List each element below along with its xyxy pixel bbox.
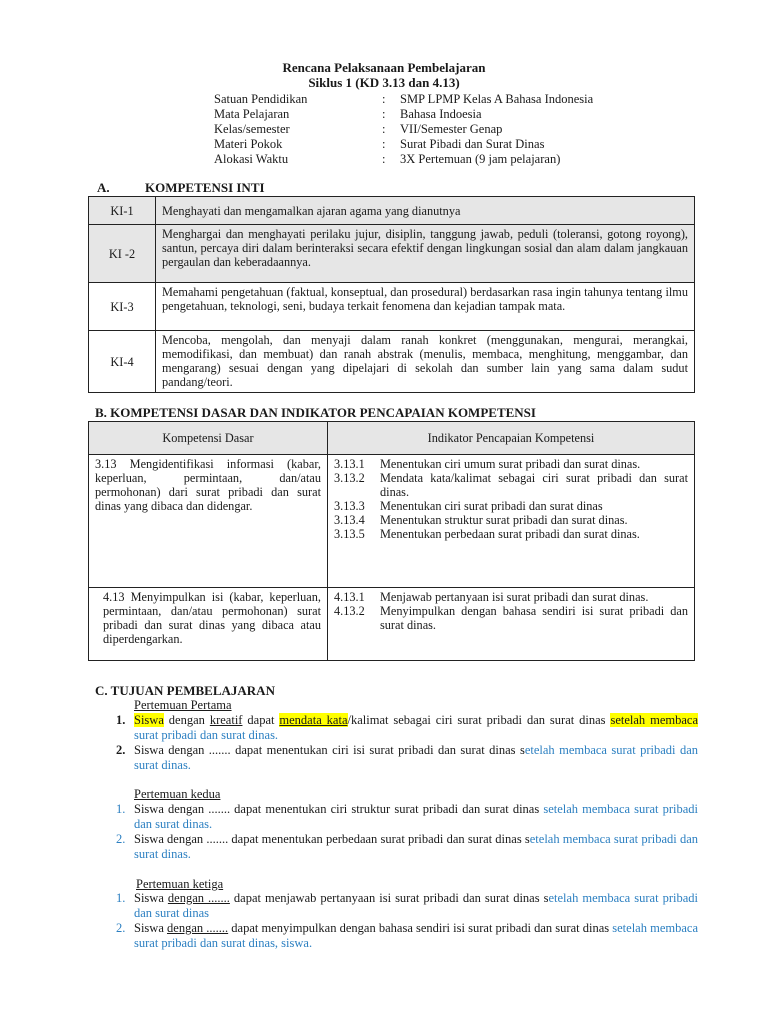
goal-text: Siswa: [134, 891, 168, 905]
indicator-cell: [328, 455, 695, 588]
goal-text: dengan .......: [167, 921, 229, 935]
goal-item: [116, 743, 698, 773]
indicator-number: 3.13.2: [334, 471, 365, 485]
goal-text: dapat menjawab pertanyaan isi surat pribadi dan surat dinas s: [229, 891, 549, 905]
kd-cell: 4.13 Menyimpulkan isi (kabar, keperluan, permintaan, dan/atau permohonan) surat pribadi dan surat dinas yang dibaca atau diperdengarkan.: [89, 588, 328, 661]
meta-colon: :: [382, 107, 386, 121]
indicator-number: 3.13.3: [334, 499, 365, 513]
ki-code: KI -2: [89, 225, 156, 283]
meta-label: Kelas/semester: [214, 122, 290, 136]
column-header: Indikator Pencapaian Kompetensi: [328, 422, 695, 455]
goal-number: 2.: [116, 832, 126, 846]
meeting-label: Pertemuan kedua: [134, 787, 221, 801]
goal-text: dengan: [163, 713, 210, 727]
ki-text: Mencoba, mengolah, dan menyaji dalam ranah konkret (menggunakan, mengurai, merangkai, memodifikasi, dan membuat) dan ranah abstrak (menulis, membaca, menghitung, menggambar, dan mengarang) sesuai dengan yang dipelajari di sekolah dan sumber lain yang sama dalam sudut pandang/teori.: [156, 331, 695, 393]
meeting-label: Pertemuan Pertama: [134, 698, 232, 712]
goal-text: surat pribadi dan surat dinas.: [134, 728, 279, 742]
ki-code: KI-4: [89, 331, 156, 393]
ki-table: [88, 196, 695, 393]
document-subtitle: Siklus 1 (KD 3.13 dan 4.13): [308, 75, 460, 90]
meta-value: 3X Pertemuan (9 jam pelajaran): [400, 152, 561, 166]
kd-table: [88, 421, 695, 661]
goal-number: 1.: [116, 713, 126, 727]
ki-text: Menghargai dan menghayati perilaku jujur, disiplin, tanggung jawab, peduli (toleransi, gotong royong), santun, percaya diri dalam berinteraksi secara efektif dengan lingkungan sosial dan alam dalam jangkauan pergaulan dan keberadaannya.: [156, 225, 695, 283]
goal-text: setelah membaca surat pribadi dan surat dinas.: [134, 802, 698, 831]
goal-text: Siswa dengan ....... dapat menentukan perbedaan surat pribadi dan surat dinas s: [134, 832, 530, 846]
indicator-text: Menjawab pertanyaan isi surat pribadi dan surat dinas.: [380, 590, 649, 604]
goal-number: 2.: [116, 743, 126, 757]
table-header-row: [89, 422, 695, 455]
meta-colon: :: [382, 137, 386, 151]
indicator-number: 4.13.2: [334, 604, 365, 618]
kd-cell: 3.13 Mengidentifikasi informasi (kabar, keperluan, permintaan, dan/atau permohonan) dari surat pribadi dan surat dinas yang dibaca dan didengar.: [89, 455, 328, 588]
goal-item: [116, 921, 698, 951]
goal-text: setelah membaca surat pribadi dan surat dinas, siswa.: [134, 921, 698, 950]
ki-code: KI-1: [89, 197, 156, 225]
indicator-item: [334, 499, 688, 513]
indicator-text: Menyimpulkan dengan bahasa sendiri isi surat pribadi dan surat dinas.: [380, 604, 688, 632]
goal-item: [116, 891, 698, 921]
goal-text: etelah membaca surat pribadi dan surat dinas.: [134, 832, 698, 861]
column-header: Kompetensi Dasar: [89, 422, 328, 455]
meta-colon: :: [382, 92, 386, 106]
goal-number: 1.: [116, 802, 126, 816]
goal-item: [116, 832, 698, 862]
goal-text: setelah membaca: [610, 713, 698, 727]
meeting-label: Pertemuan ketiga: [136, 877, 224, 891]
meta-label: Materi Pokok: [214, 137, 283, 151]
meta-label: Satuan Pendidikan: [214, 92, 308, 106]
meta-colon: :: [382, 152, 386, 166]
goal-text: etelah membaca surat pribadi dan surat dinas: [134, 891, 698, 920]
table-row: [89, 197, 695, 225]
indicator-item: [334, 527, 688, 541]
section-c-title: C. TUJUAN PEMBELAJARAN: [95, 683, 275, 698]
goal-text: dapat menyimpulkan dengan bahasa sendiri isi surat pribadi dan surat dinas: [228, 921, 613, 935]
table-row: [89, 283, 695, 331]
meta-colon: :: [382, 122, 386, 136]
section-a-letter: A.: [97, 180, 110, 195]
goal-item: [116, 713, 698, 743]
ki-code: KI-3: [89, 283, 156, 331]
meta-label: Alokasi Waktu: [214, 152, 289, 166]
goal-item: [116, 802, 698, 832]
indicator-item: [334, 471, 688, 499]
table-row: [89, 331, 695, 393]
table-row: [89, 455, 695, 588]
meta-label: Mata Pelajaran: [214, 107, 290, 121]
indicator-number: 3.13.1: [334, 457, 365, 471]
indicator-text: Menentukan ciri surat pribadi dan surat dinas: [380, 499, 603, 513]
goal-number: 1.: [116, 891, 126, 905]
goal-text: Siswa: [134, 921, 168, 935]
ki-text: Memahami pengetahuan (faktual, konseptual, dan prosedural) berdasarkan rasa ingin tahunya tentang ilmu pengetahuan, teknologi, seni, budaya terkait fenomena dan kejadian tampak mata.: [156, 283, 695, 331]
section-a-title: KOMPETENSI INTI: [145, 180, 265, 195]
indicator-item: [334, 513, 688, 527]
table-row: [89, 225, 695, 283]
document-title: Rencana Pelaksanaan Pembelajaran: [282, 60, 486, 75]
indicator-number: 3.13.5: [334, 527, 365, 541]
indicator-number: 3.13.4: [334, 513, 365, 527]
meta-value: Surat Pibadi dan Surat Dinas: [400, 137, 545, 151]
indicator-text: Menentukan ciri umum surat pribadi dan surat dinas.: [380, 457, 641, 471]
goal-number: 2.: [116, 921, 126, 935]
goal-text: kreatif: [209, 713, 243, 727]
indicator-item: [334, 457, 688, 471]
ki-text: Menghayati dan mengamalkan ajaran agama yang dianutnya: [156, 197, 695, 225]
indicator-cell: [328, 588, 695, 661]
meta-value: SMP LPMP Kelas A Bahasa Indonesia: [400, 92, 594, 106]
goal-text: dapat: [242, 713, 280, 727]
meta-value: Bahasa Indoesia: [400, 107, 482, 121]
meta-value: VII/Semester Genap: [400, 122, 503, 136]
indicator-number: 4.13.1: [334, 590, 365, 604]
goal-text: /kalimat sebagai ciri surat pribadi dan surat dinas: [347, 713, 611, 727]
goal-text: Siswa dengan ....... dapat menentukan ciri isi surat pribadi dan surat dinas s: [134, 743, 525, 757]
indicator-item: [334, 604, 688, 632]
goal-text: Siswa dengan ....... dapat menentukan ciri struktur surat pribadi dan surat dinas: [134, 802, 544, 816]
indicator-text: Mendata kata/kalimat sebagai ciri surat pribadi dan surat dinas.: [380, 471, 688, 499]
indicator-text: Menentukan perbedaan surat pribadi dan surat dinas.: [380, 527, 640, 541]
section-b-title: B. KOMPETENSI DASAR DAN INDIKATOR PENCAPAIAN KOMPETENSI: [95, 405, 536, 420]
indicator-item: [334, 590, 688, 604]
goal-text: etelah membaca surat pribadi dan surat dinas.: [134, 743, 698, 772]
goal-text: dengan .......: [167, 891, 230, 905]
indicator-text: Menentukan struktur surat pribadi dan surat dinas.: [380, 513, 628, 527]
table-row: [89, 588, 695, 661]
goal-text: mendata kata: [279, 713, 348, 727]
goal-text: Siswa: [134, 713, 164, 727]
